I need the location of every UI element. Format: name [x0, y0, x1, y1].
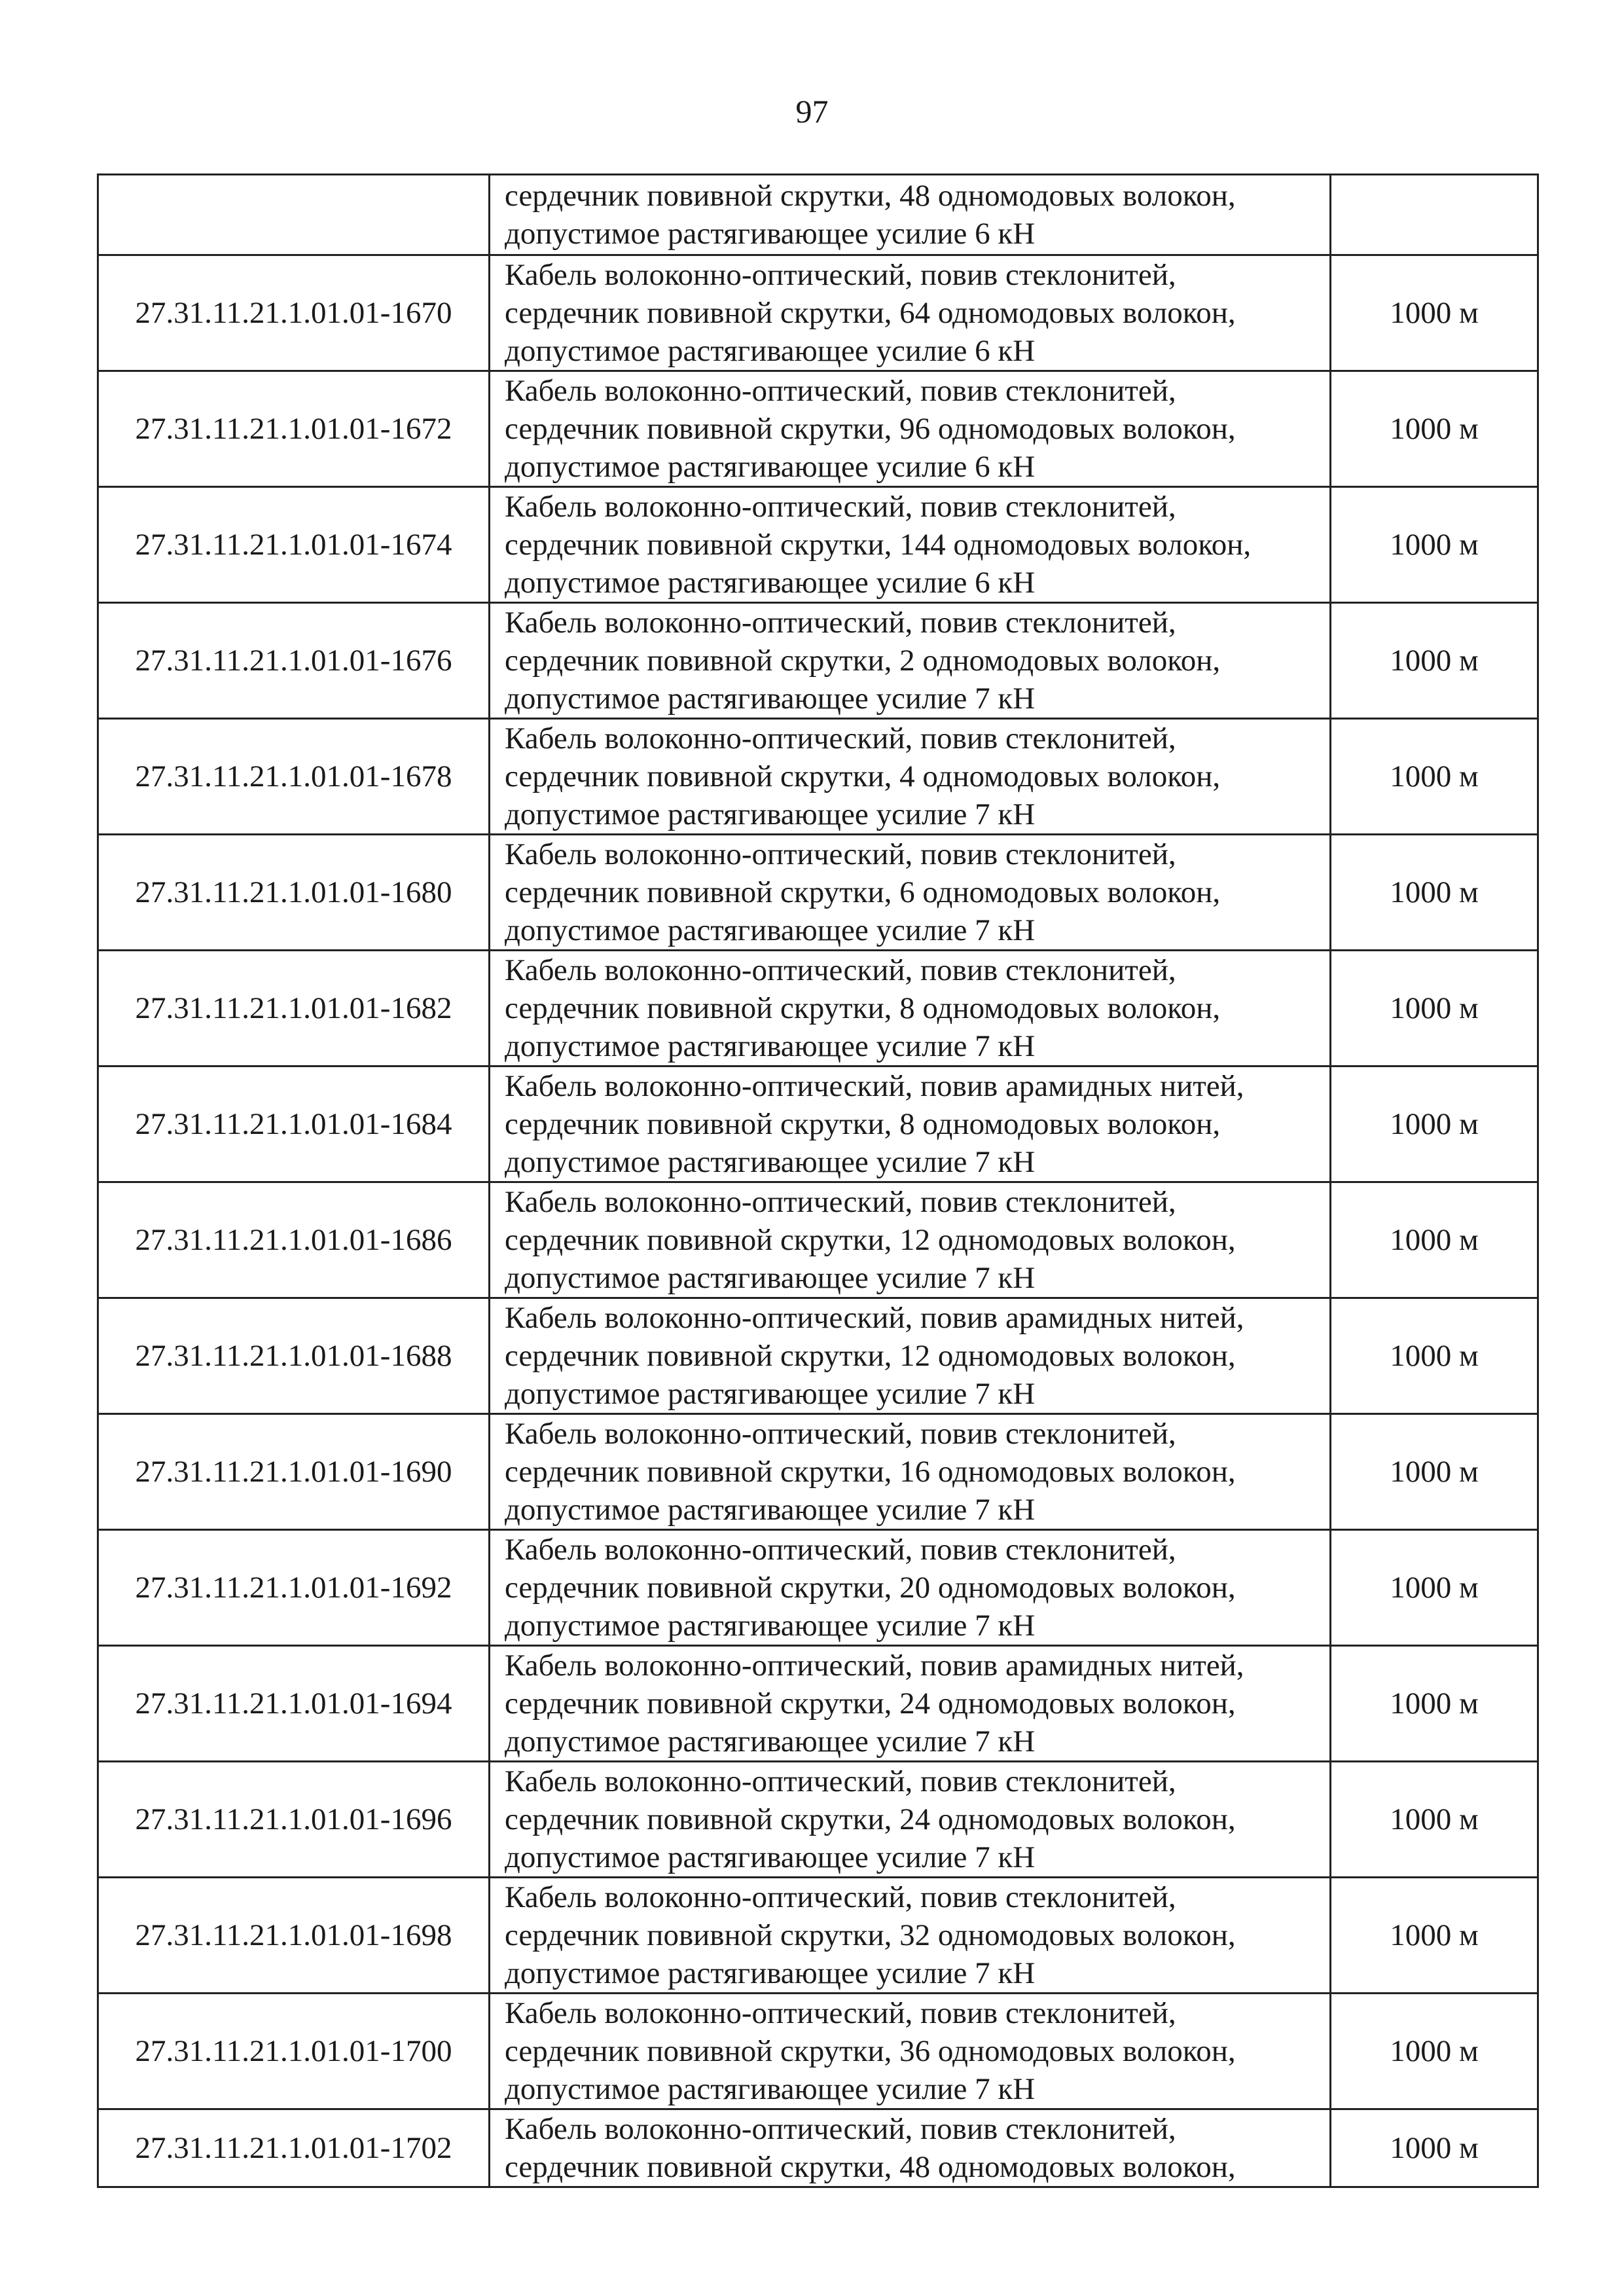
- table-row: [98, 1994, 1538, 2109]
- description-line: Кабель волоконно-оптический, повив стеклонитей,: [505, 1764, 1176, 1798]
- description-line: Кабель волоконно-оптический, повив стеклонитей,: [505, 1880, 1176, 1914]
- unit-cell: 1000 м: [1331, 1646, 1538, 1762]
- description-line: Кабель волоконно-оптический, повив стеклонитей,: [505, 721, 1176, 756]
- resource-description-cell: [490, 1762, 1331, 1878]
- table-row: [98, 255, 1538, 371]
- description-line: Кабель волоконно-оптический, повив стеклонитей,: [505, 606, 1176, 640]
- description-line: допустимое растягивающее усилие 7 кН: [505, 1377, 1036, 1411]
- description-line: Кабель волоконно-оптический, повив стеклонитей,: [505, 490, 1176, 524]
- resource-code-cell: 27.31.11.21.1.01.01-1674: [98, 487, 490, 603]
- description-line: Кабель волоконно-оптический, повив стеклонитей,: [505, 258, 1176, 292]
- description-line: допустимое растягивающее усилие 7 кН: [505, 1724, 1036, 1758]
- description-line: допустимое растягивающее усилие 7 кН: [505, 682, 1036, 716]
- unit-cell: 1000 м: [1331, 951, 1538, 1066]
- resource-description-cell: [490, 1298, 1331, 1414]
- description-line: допустимое растягивающее усилие 6 кН: [505, 566, 1036, 600]
- resource-description-cell: [490, 255, 1331, 371]
- unit-cell: 1000 м: [1331, 371, 1538, 487]
- resource-description-cell: [490, 1530, 1331, 1646]
- unit-cell: 1000 м: [1331, 1182, 1538, 1298]
- resource-code-cell: 27.31.11.21.1.01.01-1672: [98, 371, 490, 487]
- description-line: допустимое растягивающее усилие 7 кН: [505, 1029, 1036, 1063]
- table-row: [98, 175, 1538, 255]
- description-line: сердечник повивной скрутки, 12 одномодовых волокон,: [505, 1339, 1236, 1373]
- table-row: [98, 1762, 1538, 1878]
- resource-code-cell: 27.31.11.21.1.01.01-1680: [98, 835, 490, 951]
- description-line: Кабель волоконно-оптический, повив стеклонитей,: [505, 1996, 1176, 2030]
- resource-description-cell: [490, 603, 1331, 719]
- resource-code-cell: 27.31.11.21.1.01.01-1684: [98, 1066, 490, 1182]
- table-row: [98, 1530, 1538, 1646]
- description-line: допустимое растягивающее усилие 6 кН: [505, 450, 1036, 484]
- table-row: [98, 1298, 1538, 1414]
- description-line: сердечник повивной скрутки, 32 одномодовых волокон,: [505, 1918, 1236, 1952]
- resource-code-cell: [98, 175, 490, 255]
- resource-code-cell: 27.31.11.21.1.01.01-1670: [98, 255, 490, 371]
- table-row: [98, 951, 1538, 1066]
- unit-cell: 1000 м: [1331, 835, 1538, 951]
- description-line: допустимое растягивающее усилие 7 кН: [505, 1840, 1036, 1874]
- description-line: сердечник повивной скрутки, 24 одномодовых волокон,: [505, 1686, 1236, 1721]
- table-row: [98, 2109, 1538, 2187]
- resource-code-cell: 27.31.11.21.1.01.01-1696: [98, 1762, 490, 1878]
- resource-description-cell: [490, 175, 1331, 255]
- description-line: сердечник повивной скрутки, 8 одномодовых волокон,: [505, 991, 1221, 1025]
- resource-description-cell: [490, 835, 1331, 951]
- description-line: допустимое растягивающее усилие 7 кН: [505, 1493, 1036, 1527]
- description-line: сердечник повивной скрутки, 4 одномодовых волокон,: [505, 759, 1221, 793]
- description-line: сердечник повивной скрутки, 36 одномодовых волокон,: [505, 2034, 1236, 2068]
- unit-cell: 1000 м: [1331, 2109, 1538, 2187]
- table-row: [98, 835, 1538, 951]
- resource-description-cell: [490, 1878, 1331, 1994]
- table-row: [98, 1878, 1538, 1994]
- resource-code-cell: 27.31.11.21.1.01.01-1692: [98, 1530, 490, 1646]
- unit-cell: [1331, 175, 1538, 255]
- description-line: сердечник повивной скрутки, 8 одномодовых волокон,: [505, 1107, 1221, 1141]
- description-line: допустимое растягивающее усилие 7 кН: [505, 1956, 1036, 1990]
- unit-cell: 1000 м: [1331, 1414, 1538, 1530]
- resource-code-cell: 27.31.11.21.1.01.01-1694: [98, 1646, 490, 1762]
- resource-description-cell: [490, 1994, 1331, 2109]
- resource-table: [97, 173, 1539, 2188]
- description-line: сердечник повивной скрутки, 96 одномодовых волокон,: [505, 412, 1236, 446]
- unit-cell: 1000 м: [1331, 1298, 1538, 1414]
- unit-cell: 1000 м: [1331, 1762, 1538, 1878]
- description-line: Кабель волоконно-оптический, повив стеклонитей,: [505, 2112, 1176, 2146]
- description-line: допустимое растягивающее усилие 7 кН: [505, 1261, 1036, 1295]
- description-line: сердечник повивной скрутки, 2 одномодовых волокон,: [505, 644, 1221, 678]
- resource-description-cell: [490, 487, 1331, 603]
- resource-code-cell: 27.31.11.21.1.01.01-1682: [98, 951, 490, 1066]
- resource-code-cell: 27.31.11.21.1.01.01-1676: [98, 603, 490, 719]
- description-line: допустимое растягивающее усилие 7 кН: [505, 797, 1036, 831]
- resource-description-cell: [490, 719, 1331, 835]
- description-line: Кабель волоконно-оптический, повив стеклонитей,: [505, 953, 1176, 987]
- resource-description-cell: [490, 1414, 1331, 1530]
- description-line: Кабель волоконно-оптический, повив стеклонитей,: [505, 1533, 1176, 1567]
- table-row: [98, 1646, 1538, 1762]
- description-line: сердечник повивной скрутки, 6 одномодовых волокон,: [505, 875, 1221, 909]
- resource-code-cell: 27.31.11.21.1.01.01-1688: [98, 1298, 490, 1414]
- resource-code-cell: 27.31.11.21.1.01.01-1700: [98, 1994, 490, 2109]
- resource-description-cell: [490, 2109, 1331, 2187]
- resource-code-cell: 27.31.11.21.1.01.01-1698: [98, 1878, 490, 1994]
- resource-description-cell: [490, 951, 1331, 1066]
- unit-cell: 1000 м: [1331, 255, 1538, 371]
- table-row: [98, 603, 1538, 719]
- description-line: Кабель волоконно-оптический, повив арамидных нитей,: [505, 1069, 1244, 1103]
- resource-code-cell: 27.31.11.21.1.01.01-1690: [98, 1414, 490, 1530]
- description-line: допустимое растягивающее усилие 7 кН: [505, 913, 1036, 947]
- unit-cell: 1000 м: [1331, 719, 1538, 835]
- description-line: допустимое растягивающее усилие 7 кН: [505, 2072, 1036, 2106]
- description-line: Кабель волоконно-оптический, повив стеклонитей,: [505, 374, 1176, 408]
- description-line: Кабель волоконно-оптический, повив стеклонитей,: [505, 1417, 1176, 1451]
- description-line: Кабель волоконно-оптический, повив стеклонитей,: [505, 1185, 1176, 1219]
- description-line: допустимое растягивающее усилие 7 кН: [505, 1609, 1036, 1643]
- description-line: сердечник повивной скрутки, 16 одномодовых волокон,: [505, 1455, 1236, 1489]
- table-row: [98, 487, 1538, 603]
- resource-code-cell: 27.31.11.21.1.01.01-1702: [98, 2109, 490, 2187]
- table-row: [98, 719, 1538, 835]
- unit-cell: 1000 м: [1331, 1878, 1538, 1994]
- table-row: [98, 1182, 1538, 1298]
- table-row: [98, 1414, 1538, 1530]
- description-line: сердечник повивной скрутки, 24 одномодовых волокон,: [505, 1802, 1236, 1836]
- resource-description-cell: [490, 1646, 1331, 1762]
- unit-cell: 1000 м: [1331, 1530, 1538, 1646]
- description-line: допустимое растягивающее усилие 6 кН: [505, 217, 1036, 251]
- description-line: сердечник повивной скрутки, 144 одномодовых волокон,: [505, 528, 1252, 562]
- description-line: сердечник повивной скрутки, 20 одномодовых волокон,: [505, 1571, 1236, 1605]
- description-line: Кабель волоконно-оптический, повив арамидных нитей,: [505, 1301, 1244, 1335]
- table-row: [98, 1066, 1538, 1182]
- unit-cell: 1000 м: [1331, 487, 1538, 603]
- description-line: сердечник повивной скрутки, 12 одномодовых волокон,: [505, 1223, 1236, 1257]
- unit-cell: 1000 м: [1331, 1994, 1538, 2109]
- resource-table-body: [98, 175, 1538, 2187]
- description-line: сердечник повивной скрутки, 48 одномодовых волокон,: [505, 179, 1236, 213]
- resource-code-cell: 27.31.11.21.1.01.01-1678: [98, 719, 490, 835]
- resource-description-cell: [490, 371, 1331, 487]
- description-line: допустимое растягивающее усилие 7 кН: [505, 1145, 1036, 1179]
- unit-cell: 1000 м: [1331, 1066, 1538, 1182]
- table-row: [98, 371, 1538, 487]
- resource-code-cell: 27.31.11.21.1.01.01-1686: [98, 1182, 490, 1298]
- description-line: допустимое растягивающее усилие 6 кН: [505, 334, 1036, 368]
- description-line: Кабель волоконно-оптический, повив стеклонитей,: [505, 837, 1176, 871]
- description-line: сердечник повивной скрутки, 48 одномодовых волокон,: [505, 2150, 1236, 2184]
- resource-description-cell: [490, 1182, 1331, 1298]
- page-number: 97: [795, 93, 829, 130]
- unit-cell: 1000 м: [1331, 603, 1538, 719]
- resource-description-cell: [490, 1066, 1331, 1182]
- description-line: сердечник повивной скрутки, 64 одномодовых волокон,: [505, 296, 1236, 330]
- description-line: Кабель волоконно-оптический, повив арамидных нитей,: [505, 1649, 1244, 1683]
